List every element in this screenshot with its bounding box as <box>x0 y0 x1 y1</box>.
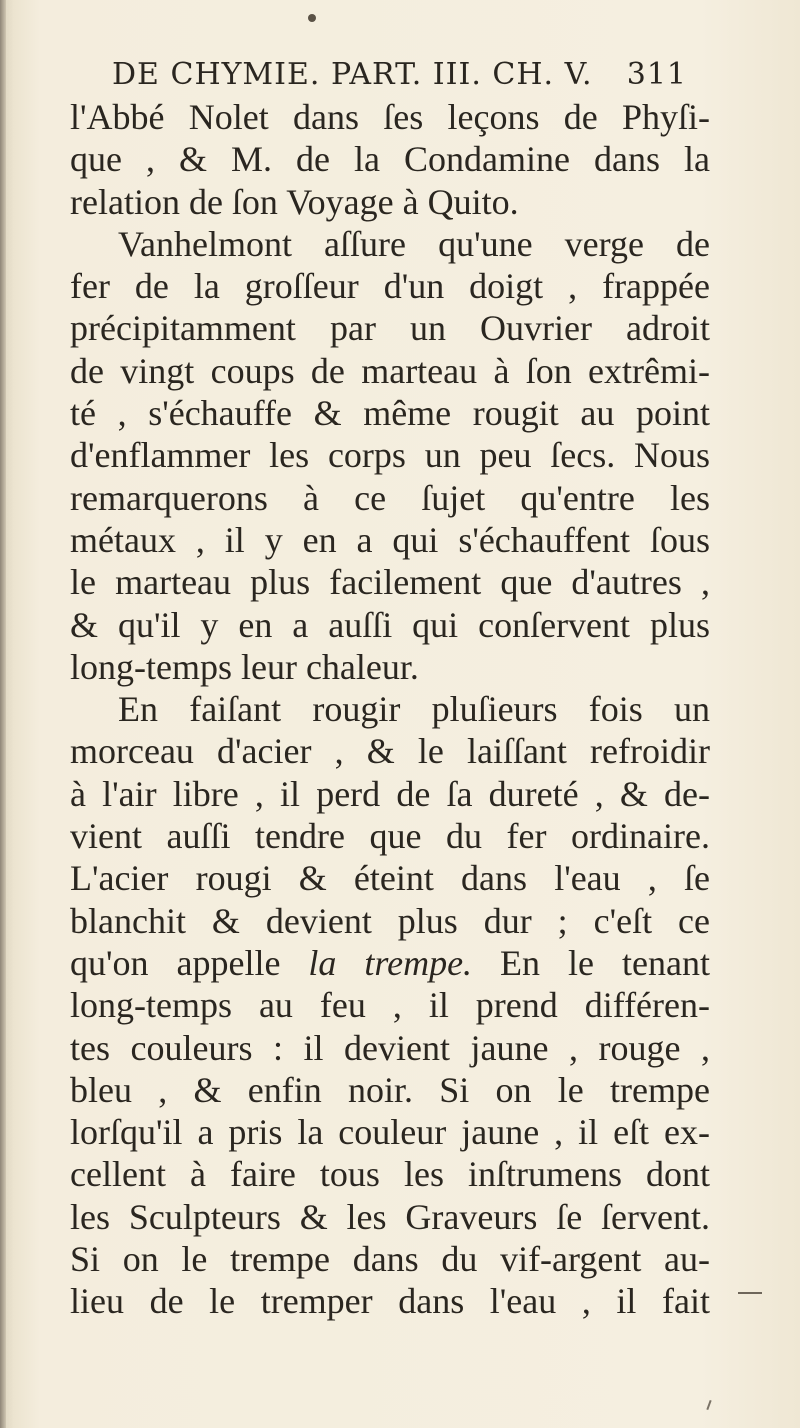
text-line: Vanhelmont aſſure qu'une verge de <box>118 223 710 264</box>
text-line: les Sculpteurs & les Graveurs ſe ſervent. <box>70 1196 710 1237</box>
emphasized-term: la trempe. <box>308 942 473 983</box>
text-line: que , & M. de la Condamine dans la <box>70 139 710 180</box>
text-line: remarquerons à ce ſujet qu'entre les <box>70 477 710 518</box>
text-line: long-temps leur chaleur. <box>70 646 419 687</box>
text-line: métaux , il y en a qui s'échauffent ſous <box>70 519 710 560</box>
text-line: l'Abbé Nolet dans ſes leçons de Phyſi- <box>70 97 710 137</box>
text-line: vient auſſi tendre que du fer ordinaire. <box>70 816 710 857</box>
text-line: tes couleurs : il devient jaune , rouge , <box>70 1027 710 1068</box>
text-line: fer de la groſſeur d'un doigt , frappée <box>70 266 710 307</box>
text-line: qu'on appelle la trempe. En le tenant <box>70 942 710 983</box>
text-line: lieu de le tremper dans l'eau , il fait <box>70 1281 710 1322</box>
text-line: & qu'il y en a auſſi qui conſervent plus <box>70 604 710 645</box>
text-line: morceau d'acier , & le laiſſant refroidir <box>70 731 710 772</box>
text-line: long-temps au feu , il prend différen- <box>70 985 710 1026</box>
text-line: d'enflammer les corps un peu ſecs. Nous <box>70 435 710 476</box>
text-line: relation de ſon Voyage à Quito. <box>70 181 519 222</box>
text-line: précipitamment par un Ouvrier adroit <box>70 308 710 349</box>
text-line: de vingt coups de marteau à ſon extrêmi- <box>70 350 710 391</box>
ink-spot <box>308 14 316 22</box>
text-line: cellent à faire tous les inſtrumens dont <box>70 1154 710 1195</box>
binding-edge <box>0 0 6 1428</box>
page-header <box>112 56 687 94</box>
text-line: à l'air libre , il perd de ſa dureté , & de- <box>70 773 710 814</box>
running-title: DE CHYMIE. PART. III. CH. V. <box>112 57 593 92</box>
margin-mark <box>706 1400 711 1410</box>
page-number: 311 <box>626 57 687 92</box>
body-text <box>70 96 710 1323</box>
text-line: En faiſant rougir pluſieurs fois un <box>118 689 710 730</box>
text-line: Si on le trempe dans du vif-argent au- <box>70 1239 710 1280</box>
text-line: blanchit & devient plus dur ; c'eſt ce <box>70 900 710 941</box>
margin-mark <box>738 1292 762 1294</box>
text-line: le marteau plus facilement que d'autres , <box>70 562 710 603</box>
text-line: L'acier rougi & éteint dans l'eau , ſe <box>70 858 710 899</box>
text-line: bleu , & enfin noir. Si on le trempe <box>70 1069 710 1110</box>
text-line: lorſqu'il a pris la couleur jaune , il eſt ex- <box>70 1112 710 1153</box>
text-line: té , s'échauffe & même rougit au point <box>70 393 710 434</box>
